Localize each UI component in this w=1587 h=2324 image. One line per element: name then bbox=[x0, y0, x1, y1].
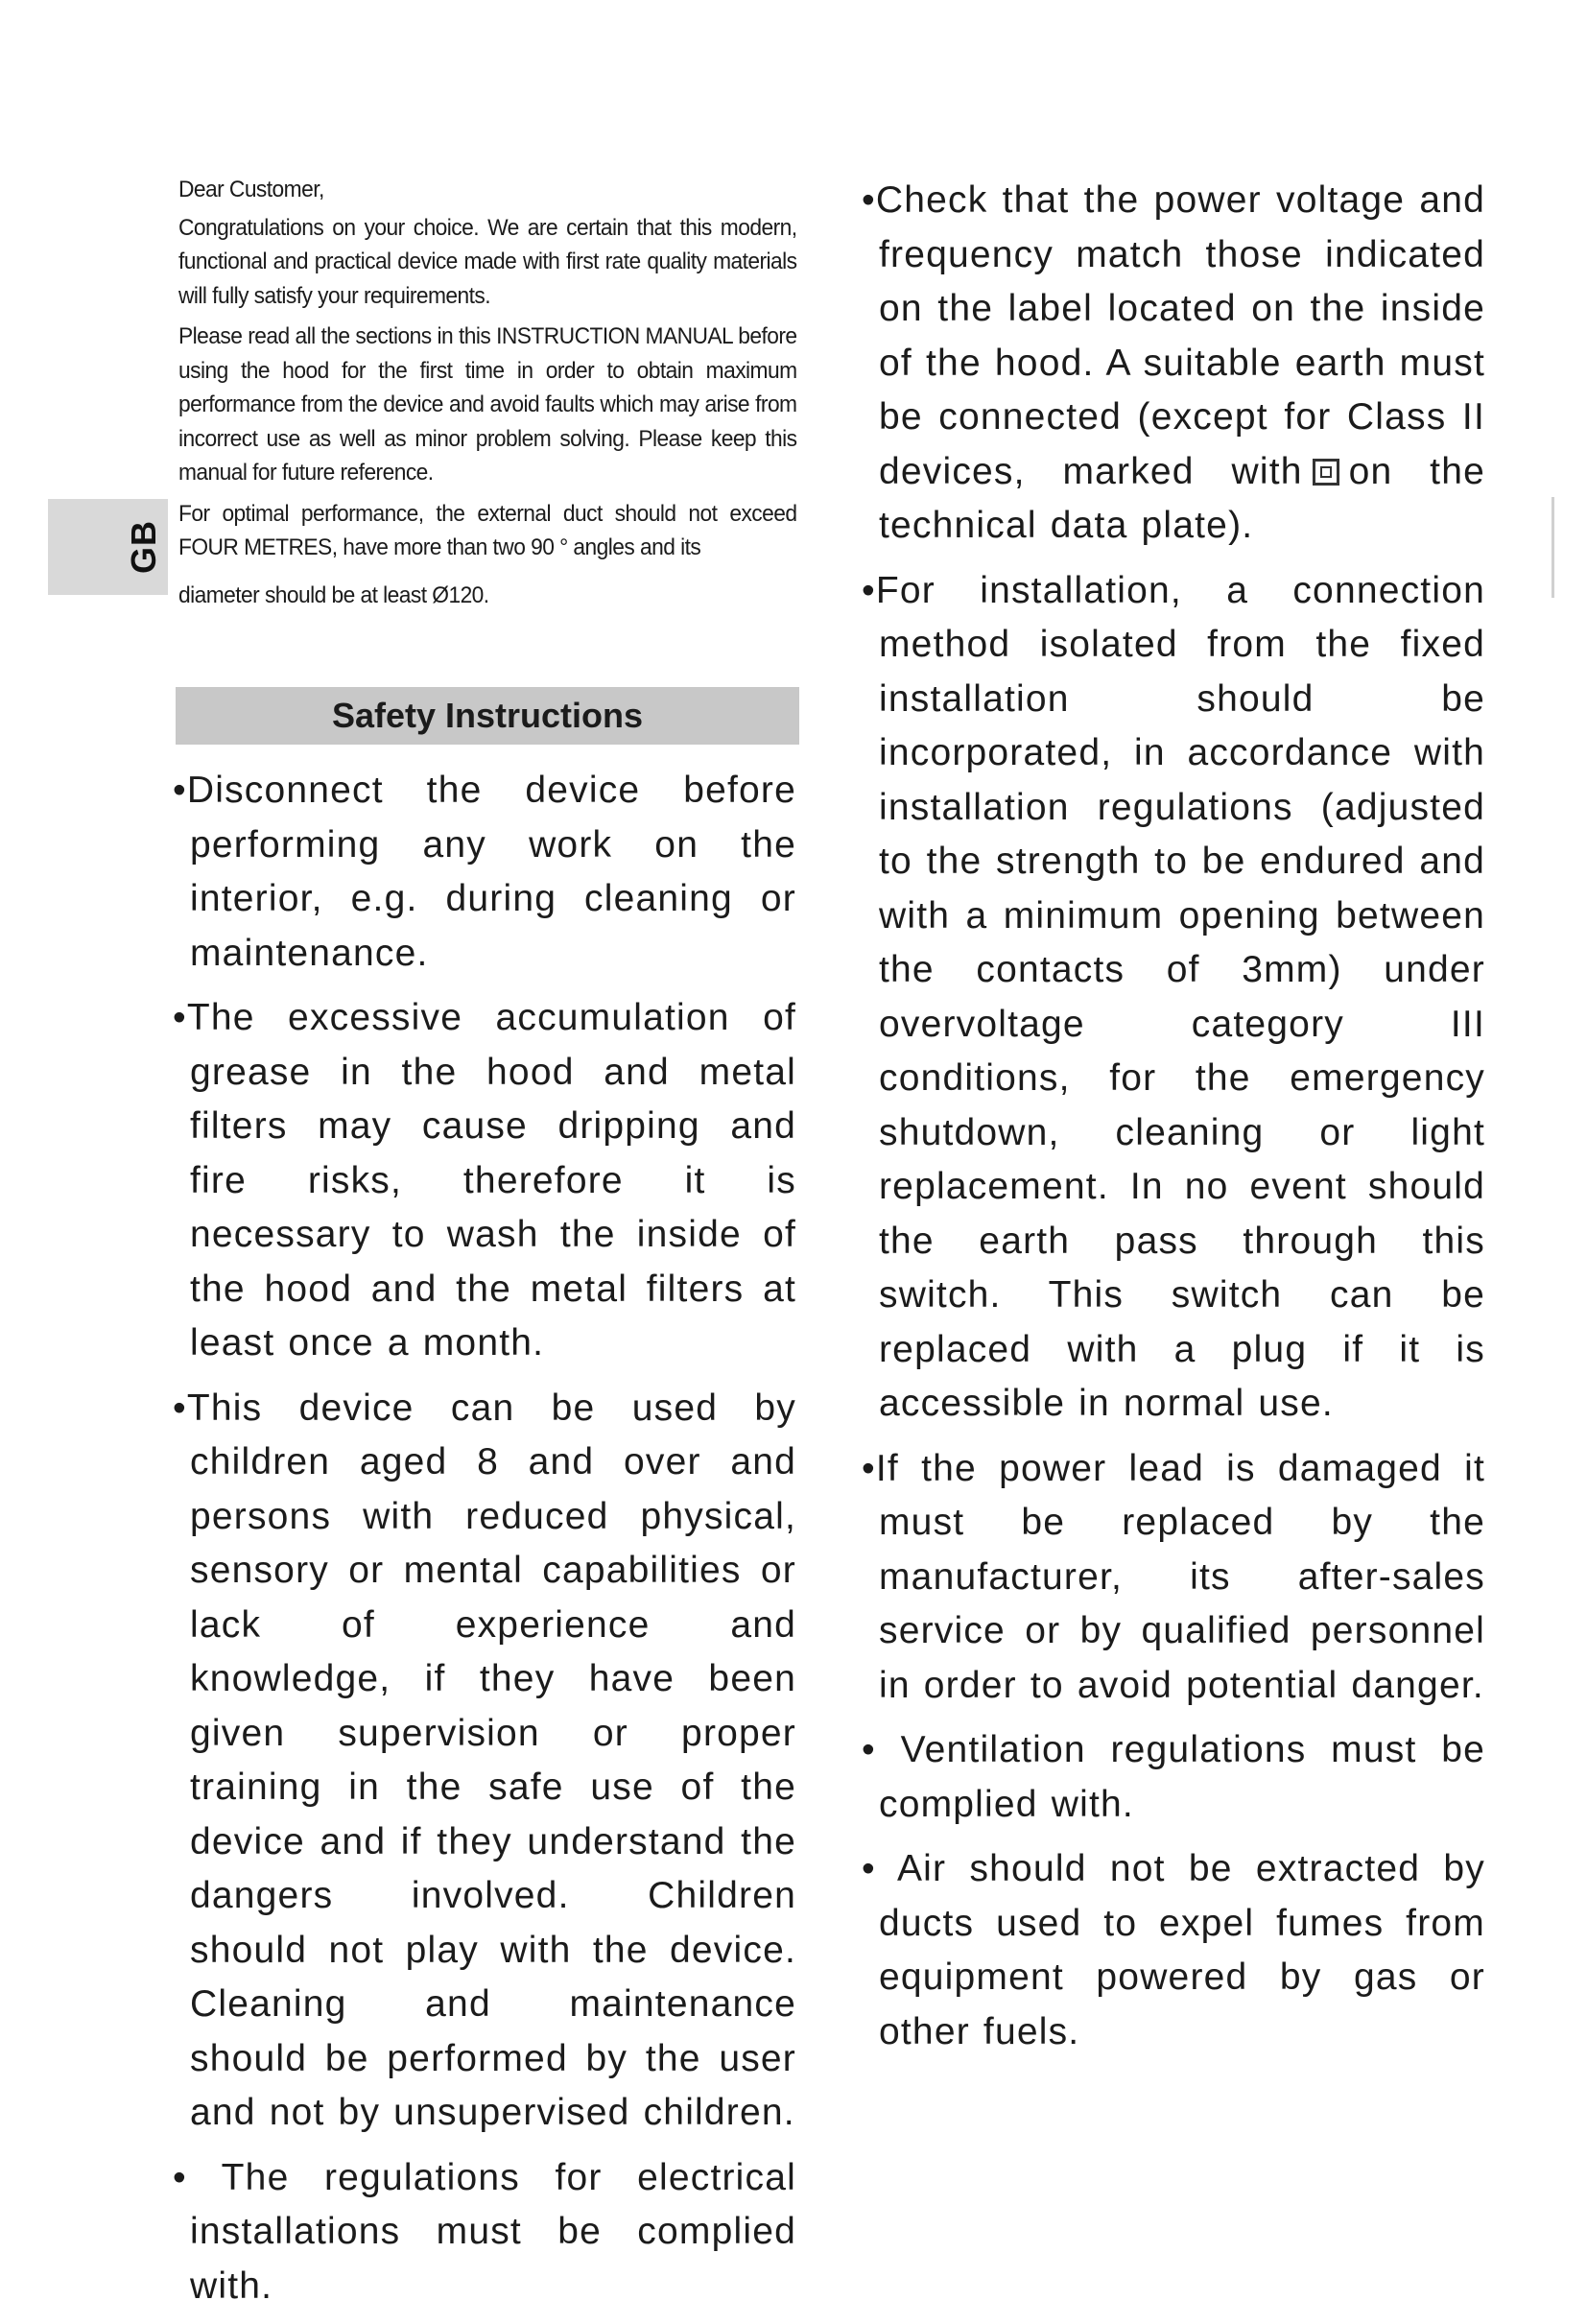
safety-bullet: •This device can be used by children aged 8 and over and persons with reduced physical, sensory or mental capabilities or lack of experience and knowledge, if they have been given supervision or proper training in the safe use of the device and if they understand the dangers involved. Children should not play with the device. Cleaning and maintenance should be performed by the user and not by unsupervised children. bbox=[173, 1387, 796, 2133]
safety-heading: Safety Instructions bbox=[176, 687, 799, 745]
safety-bullet: •If the power lead is damaged it must be replaced by the manufacturer, its after-sales service or by qualified personnel in order to avoid potential danger. bbox=[862, 1447, 1485, 1706]
safety-bullet: •For installation, a connection method isolated from the fixed installation should be incorporated, in accordance with installation regulations (adjusted to the strength to be endured and with a minimum opening between the contacts of 3mm) under overvoltage category III conditions, for the emergency shutdown, cleaning or light replacement. In no event should the earth pass through this switch. This switch can be replaced with a plug if it is accessible in normal use. bbox=[862, 569, 1485, 1424]
check-power-text-end: on the technical data plate). bbox=[879, 450, 1485, 546]
intro-read-manual: Please read all the sections in this INSTRUCTION MANUAL before using the hood for the first time in order to obtain maximum performance from the device and avoid faults which may arise from incorrect use as well as minor problem solving. Please keep this manual for future reference. bbox=[178, 323, 797, 486]
intro-duct-note: For optimal performance, the external duct should not exceed FOUR METRES, have more than two 90 ° angles and its bbox=[178, 500, 797, 560]
class-ii-double-square-icon bbox=[1313, 459, 1339, 486]
safety-bullet: •The excessive accumulation of grease in the hood and metal filters may cause dripping and fire risks, therefore it is necessary to wash the inside of the hood and the metal filters at least once a month. bbox=[173, 997, 796, 1364]
safety-bullets-left bbox=[173, 764, 796, 2324]
safety-bullet-check-power bbox=[862, 174, 1485, 554]
intro-section bbox=[178, 173, 797, 619]
check-power-text: •Check that the power voltage and frequency match those indicated on the label located on the inside of the hood. A suitable earth must be connected (except for Class II devices, marked with bbox=[862, 179, 1485, 492]
edge-divider bbox=[1551, 497, 1554, 598]
safety-bullet: •Disconnect the device before performing any work on the interior, e.g. during cleaning or maintenance. bbox=[173, 770, 796, 974]
intro-duct-diameter: diameter should be at least Ø120. bbox=[178, 581, 489, 608]
language-tab-label: GB bbox=[124, 520, 163, 574]
safety-bullet: • The regulations for electrical installations must be complied with. bbox=[173, 2156, 796, 2307]
safety-bullets-right bbox=[862, 174, 1485, 2070]
intro-greeting: Dear Customer, bbox=[178, 177, 324, 202]
safety-bullet: • Air should not be extracted by ducts used to expel fumes from equipment powered by gas or other fuels. bbox=[862, 1848, 1485, 2052]
intro-congrats: Congratulations on your choice. We are certain that this modern, functional and practical device made with first rate quality materials will fully satisfy your requirements. bbox=[178, 214, 797, 309]
safety-bullet: • Ventilation regulations must be complied with. bbox=[862, 1729, 1485, 1825]
